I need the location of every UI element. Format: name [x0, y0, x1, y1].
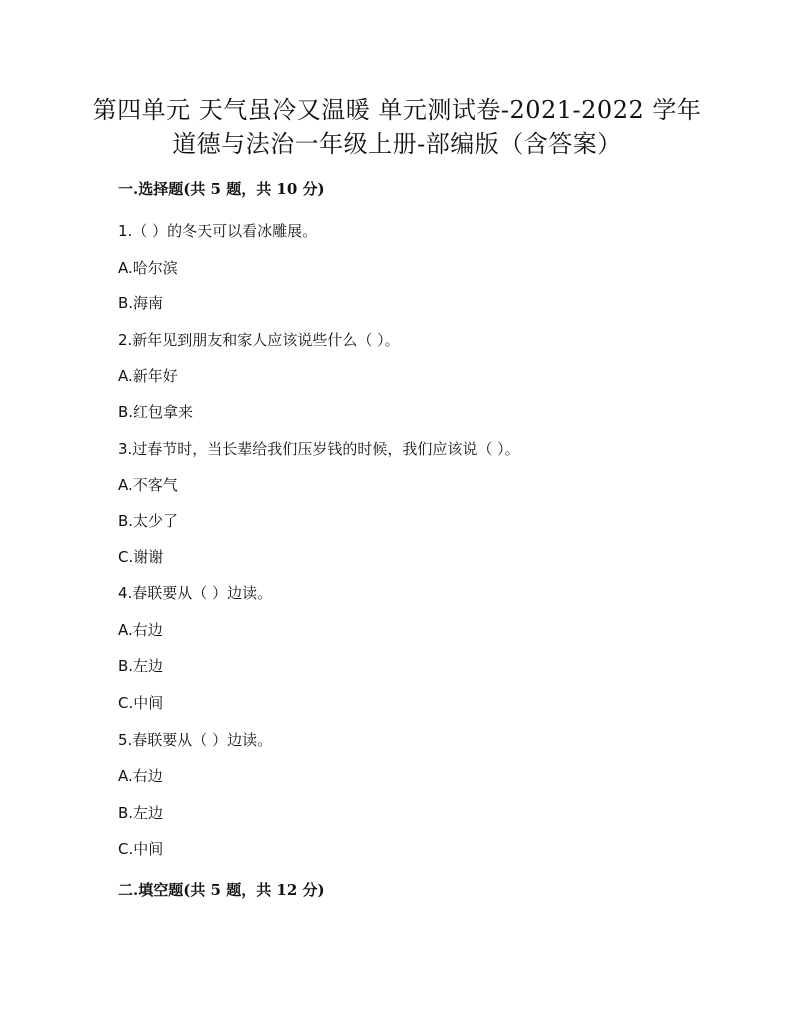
question-4-option-b: B.左边 [118, 657, 164, 675]
section-heading-choice: 一.选择题(共 5 题，共 10 分) [118, 180, 325, 198]
question-5-stem: 5.春联要从（ ）边读。 [118, 731, 273, 749]
document-title-line-2: 道德与法治一年级上册-部编版（含答案） [172, 130, 622, 158]
question-2-stem: 2.新年见到朋友和家人应该说些什么（ ）。 [118, 331, 400, 349]
question-1-stem: 1.（ ）的冬天可以看冰雕展。 [118, 222, 318, 240]
question-3-option-c: C.谢谢 [118, 548, 164, 566]
question-3-option-b: B.太少了 [118, 512, 179, 530]
question-3-option-a: A.不客气 [118, 476, 178, 494]
question-5-option-a: A.右边 [118, 767, 163, 785]
question-1-option-b: B.海南 [118, 294, 164, 312]
question-5-option-b: B.左边 [118, 804, 164, 822]
question-5-option-c: C.中间 [118, 840, 164, 858]
section-heading-fill-blank: 二.填空题(共 5 题，共 12 分) [118, 881, 325, 899]
question-4-option-c: C.中间 [118, 694, 164, 712]
question-3-stem: 3.过春节时，当长辈给我们压岁钱的时候，我们应该说（ ）。 [118, 440, 520, 458]
question-4-option-a: A.右边 [118, 621, 163, 639]
question-4-stem: 4.春联要从（ ）边读。 [118, 584, 273, 602]
question-2-option-a: A.新年好 [118, 367, 178, 385]
question-1-option-a: A.哈尔滨 [118, 259, 178, 277]
question-2-option-b: B.红包拿来 [118, 403, 194, 421]
document-title-line-1: 第四单元 天气虽冷又温暖 单元测试卷-2021-2022 学年 [92, 96, 702, 124]
